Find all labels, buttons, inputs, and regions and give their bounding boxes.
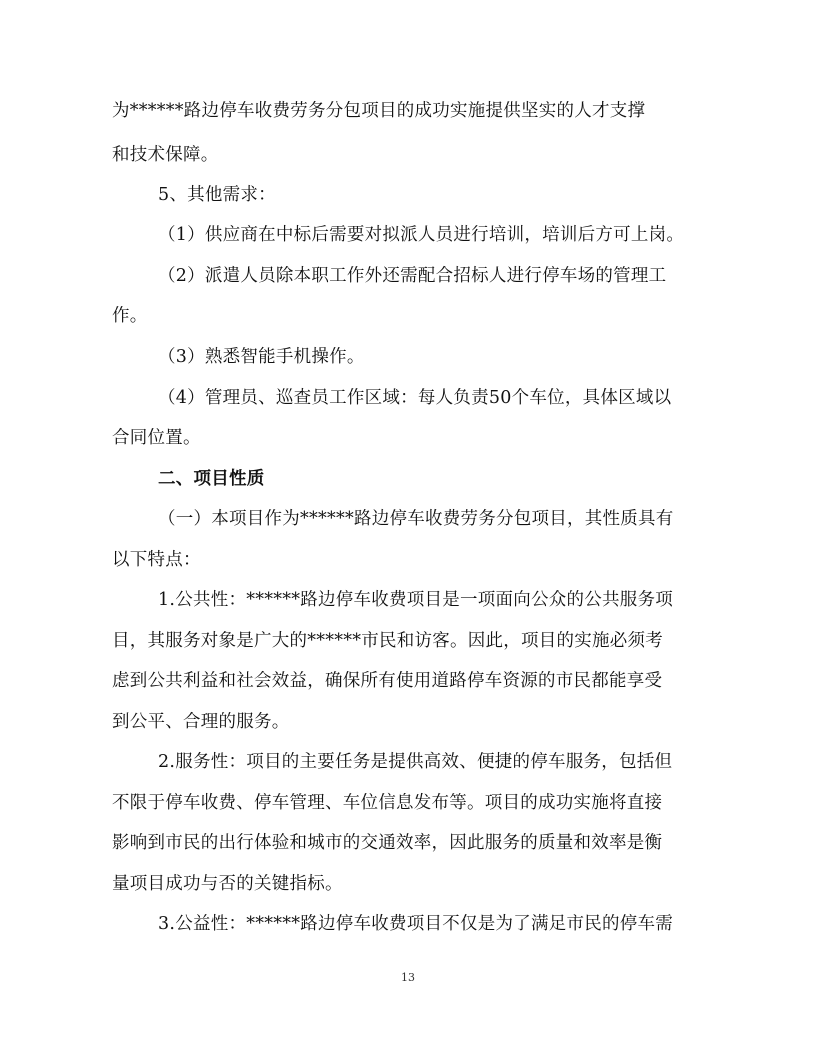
paragraph-line: 以下特点： — [112, 550, 201, 570]
paragraph-line: 3.公益性：******路边停车收费项目不仅是为了满足市民的停车需 — [158, 914, 673, 934]
list-item: （4）管理员、巡查员工作区域：每人负责50个车位，具体区域以 — [158, 388, 672, 408]
paragraph-line: 为******路边停车收费劳务分包项目的成功实施提供坚实的人才支撑 — [112, 101, 646, 121]
paragraph-line: 目，其服务对象是广大的******市民和访客。因此，项目的实施必须考 — [112, 631, 663, 651]
list-item-continuation: 合同位置。 — [112, 428, 201, 448]
section-label: 5、其他需求： — [158, 185, 276, 205]
paragraph-line: 不限于停车收费、停车管理、车位信息发布等。项目的成功实施将直接 — [112, 793, 663, 813]
paragraph-line: 量项目成功与否的关键指标。 — [112, 874, 343, 894]
list-item: （1）供应商在中标后需要对拟派人员进行培训，培训后方可上岗。 — [158, 225, 685, 245]
paragraph-line: 虑到公共利益和社会效益，确保所有使用道路停车资源的市民都能享受 — [112, 671, 663, 691]
paragraph-line: （一）本项目作为******路边停车收费劳务分包项目，其性质具有 — [158, 509, 674, 529]
list-item: （3）熟悉智能手机操作。 — [158, 347, 365, 367]
paragraph-line: 1.公共性：******路边停车收费项目是一项面向公众的公共服务项 — [158, 590, 673, 610]
paragraph-line: 和技术保障。 — [112, 145, 219, 165]
paragraph-line: 2.服务性：项目的主要任务是提供高效、便捷的停车服务，包括但 — [158, 752, 673, 772]
section-heading: 二、项目性质 — [158, 469, 265, 489]
list-item: （2）派遣人员除本职工作外还需配合招标人进行停车场的管理工 — [158, 266, 667, 286]
page-number: 13 — [401, 971, 415, 984]
list-item-continuation: 作。 — [112, 306, 148, 326]
paragraph-line: 影响到市民的出行体验和城市的交通效率，因此服务的质量和效率是衡 — [112, 833, 663, 853]
paragraph-line: 到公平、合理的服务。 — [112, 712, 290, 732]
